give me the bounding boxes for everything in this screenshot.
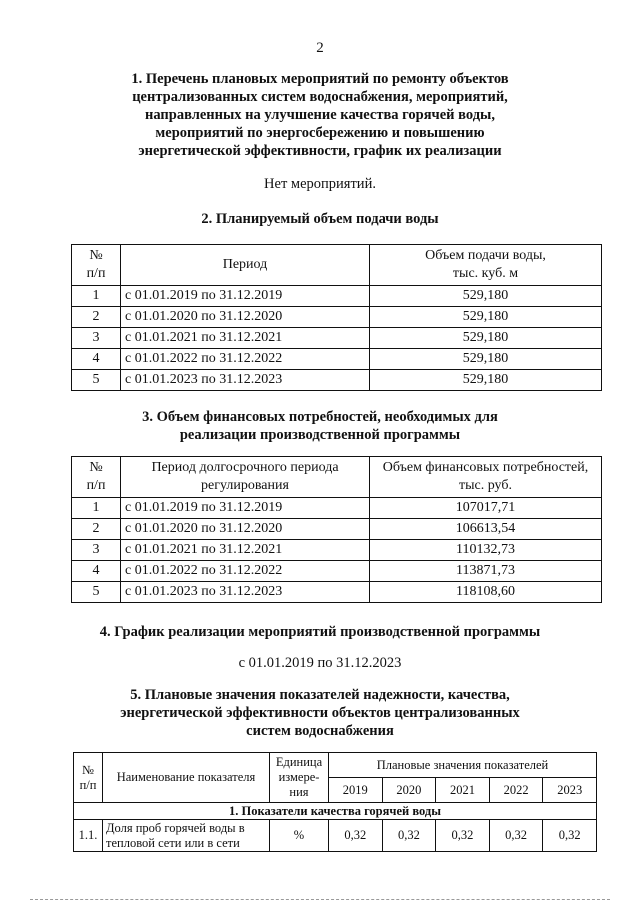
table-row: 1.1. Доля проб горячей воды в тепловой сети или в сети % 0,32 0,32 0,32 0,32 0,32 — [74, 820, 597, 852]
table-row: 4 с 01.01.2022 по 31.12.2022 113871,73 — [72, 561, 602, 582]
section-row: 1. Показатели качества горячей воды — [74, 803, 597, 820]
col-year: 2021 — [436, 778, 490, 803]
col-year: 2020 — [382, 778, 436, 803]
col-year: 2019 — [329, 778, 383, 803]
col-name: Наименование показателя — [103, 753, 270, 803]
section1-title: 1. Перечень плановых мероприятий по ремонту объектов централизованных систем водоснабжения, мероприятий, направленных на улучшение качества горячей воды, мероприятий по энергосбережению и повышению энергетической эффективности, график их реализации — [131, 71, 509, 159]
table-row: 5 с 01.01.2023 по 31.12.2023 118108,60 — [72, 582, 602, 603]
page-number: 2 — [316, 40, 324, 56]
col-financial: Объем финансовых потребностей, тыс. руб. — [370, 457, 602, 498]
financial-needs-table — [71, 456, 602, 603]
section2-title: 2. Планируемый объем подачи воды — [201, 211, 439, 227]
section4-title: 4. График реализации мероприятий производственной программы — [99, 624, 541, 640]
col-period: Период — [121, 245, 370, 286]
table-row: 3 с 01.01.2021 по 31.12.2021 529,180 — [72, 328, 602, 349]
table-row: 3 с 01.01.2021 по 31.12.2021 110132,73 — [72, 540, 602, 561]
section5-title: 5. Плановые значения показателей надежности, качества, энергетической эффективности объектов централизованных систем водоснабжения — [120, 687, 520, 739]
col-num: № п/п — [74, 753, 103, 803]
section3-title: 3. Объем финансовых потребностей, необходимых для реализации производственной программы — [142, 409, 498, 443]
col-year: 2022 — [489, 778, 543, 803]
col-period: Период долгосрочного периода регулирования — [121, 457, 370, 498]
table-row: 2 с 01.01.2020 по 31.12.2020 529,180 — [72, 307, 602, 328]
col-planned: Плановые значения показателей — [329, 753, 597, 778]
table-row: 2 с 01.01.2020 по 31.12.2020 106613,54 — [72, 519, 602, 540]
section4-text: с 01.01.2019 по 31.12.2023 — [238, 655, 402, 671]
table-row: 1 с 01.01.2019 по 31.12.2019 107017,71 — [72, 498, 602, 519]
col-num: № п/п — [72, 457, 121, 498]
col-unit: Единица измере- ния — [270, 753, 329, 803]
table-row: 1 с 01.01.2019 по 31.12.2019 529,180 — [72, 286, 602, 307]
page-edge-divider — [30, 899, 610, 900]
col-year: 2023 — [543, 778, 597, 803]
col-volume: Объем подачи воды, тыс. куб. м — [370, 245, 602, 286]
section1-text: Нет мероприятий. — [264, 176, 376, 192]
indicators-table — [73, 752, 597, 852]
water-volume-table — [71, 244, 602, 391]
table-row: 4 с 01.01.2022 по 31.12.2022 529,180 — [72, 349, 602, 370]
table-row: 5 с 01.01.2023 по 31.12.2023 529,180 — [72, 370, 602, 391]
col-num: № п/п — [72, 245, 121, 286]
